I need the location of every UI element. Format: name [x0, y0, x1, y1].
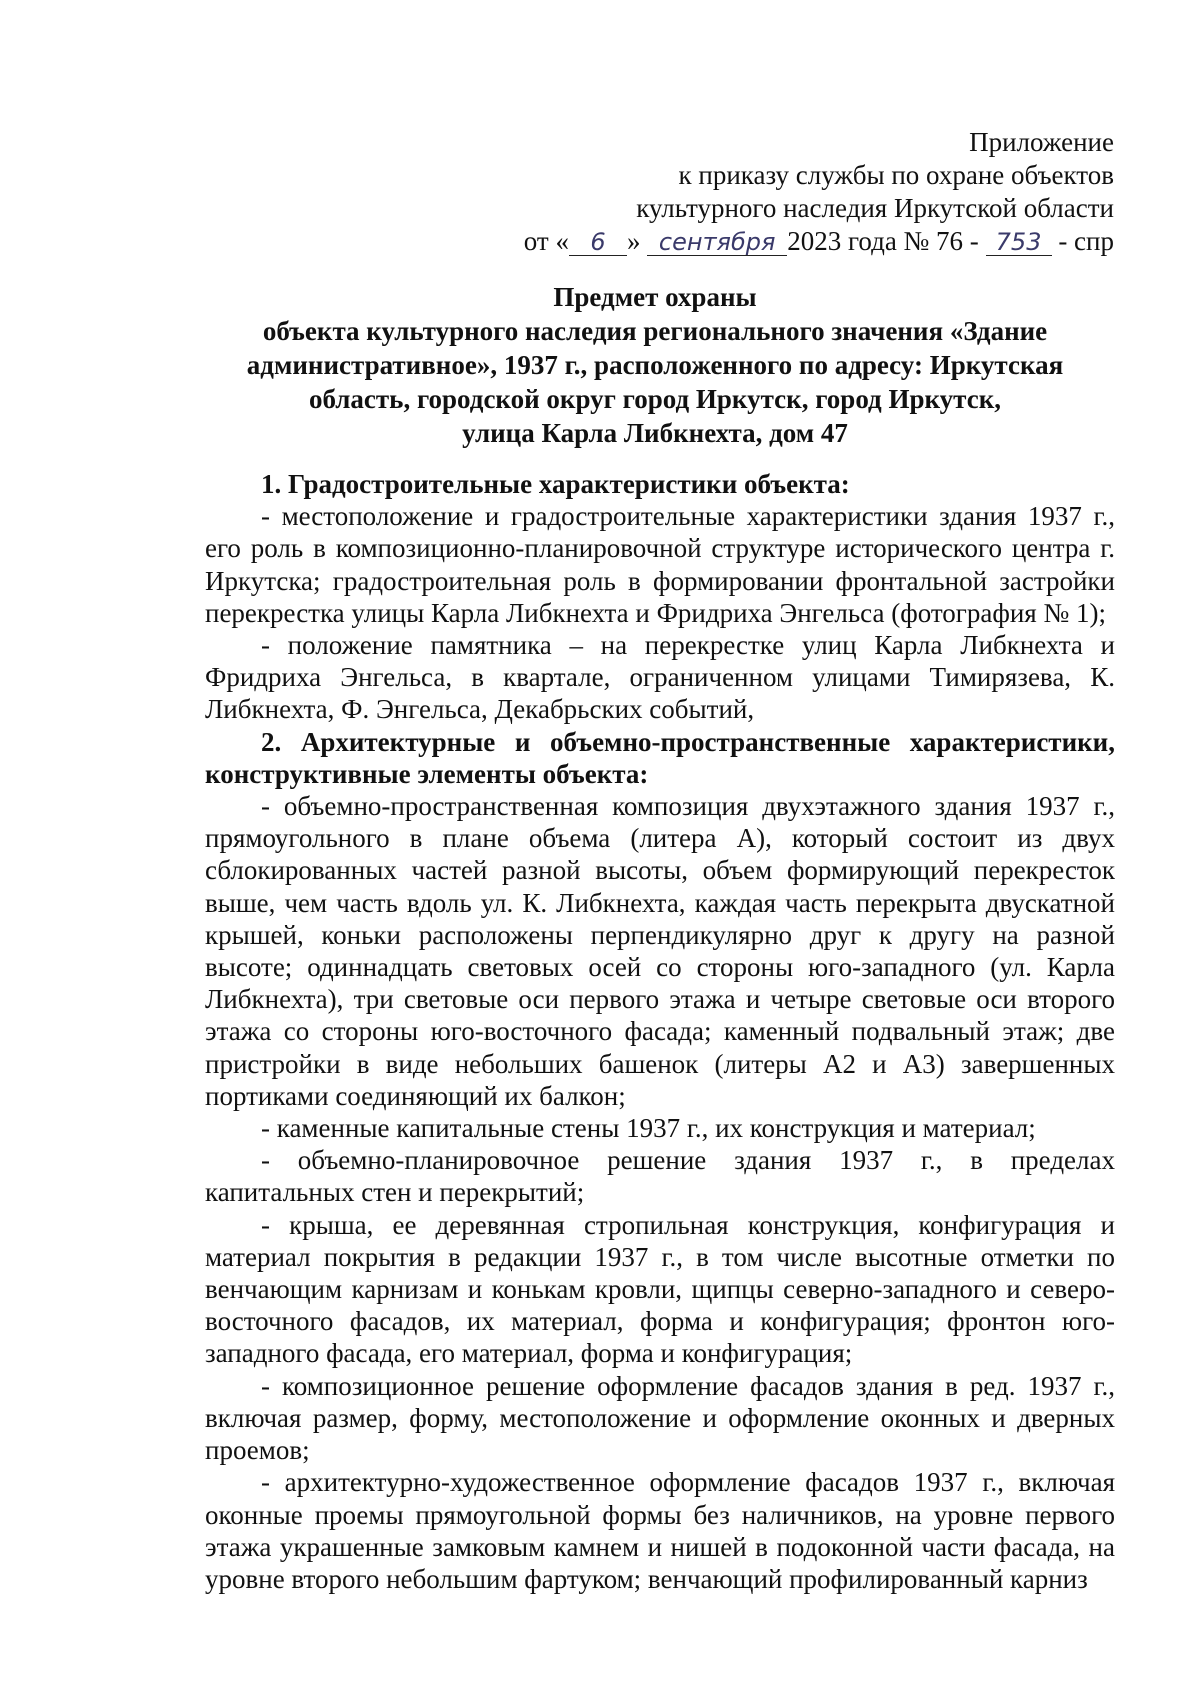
- title-line-2: административное», 1937 г., расположенного по адресу: Иркутская: [246, 350, 1064, 380]
- handwritten-month: сентября: [647, 229, 787, 256]
- title-line-3: область, городской округ город Иркутск, город Иркутск,: [308, 384, 1002, 414]
- handwritten-day: 6: [569, 229, 627, 256]
- annex-order-ref: к приказу службы по охране объектов: [678, 160, 1114, 190]
- handwritten-order-number: 753: [986, 229, 1052, 256]
- title-line-4: улица Карла Либкнехта, дом 47: [462, 418, 848, 448]
- date-prefix: от «: [523, 226, 569, 256]
- date-year: 2023 года № 76 -: [787, 226, 979, 256]
- date-mid: »: [626, 226, 641, 256]
- date-suffix: - спр: [1058, 226, 1114, 256]
- section-2-paragraph-2: - каменные капитальные стены 1937 г., их конструкция и материал;: [261, 1113, 1036, 1144]
- annex-authority: культурного наследия Иркутской области: [636, 193, 1114, 223]
- title-heading: Предмет охраны: [553, 282, 757, 312]
- section-2-paragraph-5: - композиционное решение оформление фасадов здания в ред. 1937 г., включая размер, форму, местоположение и оформление оконных и дверных проемов;: [205, 1370, 1115, 1466]
- section-1-heading: 1. Градостроительные характеристики объекта:: [261, 469, 850, 499]
- document-body: [205, 468, 1115, 1595]
- annex-title: Приложение: [969, 127, 1114, 157]
- section-2-heading: 2. Архитектурные и объемно-пространственные характеристики, конструктивные элементы объекта:: [205, 726, 1115, 789]
- section-1-paragraph-2: - положение памятника – на перекрестке улиц Карла Либкнехта и Фридриха Энгельса, в квартале, ограниченном улицами Тимирязева, К. Либкнехта, Ф. Энгельса, Декабрьских событий,: [205, 630, 1115, 725]
- document-title: [190, 280, 1120, 450]
- section-2-paragraph-6: - архитектурно-художественное оформление фасадов 1937 г., включая оконные проемы прямоугольной формы без наличников, на уровне первого этажа украшенные замковым камнем и нишей в подоконной части фасада, на уровне второго небольшим фартуком; венчающий профилированный карниз: [205, 1467, 1115, 1594]
- section-2-paragraph-3: - объемно-планировочное решение здания 1937 г., в пределах капитальных стен и перекрытий;: [205, 1145, 1115, 1208]
- annex-date-line: [524, 225, 1114, 258]
- section-2-paragraph-1: - объемно-пространственная композиция двухэтажного здания 1937 г., прямоугольного в плане объема (литера А), который состоит из двух сблокированных частей разной высоты, объем формирующий перекресток выше, чем часть вдоль ул. К. Либкнехта, каждая часть перекрыта двускатной крышей, коньки расположены перпендикулярно друг к другу на разной высоте; одиннадцать световых осей со стороны юго-западного (ул. Карла Либкнехта), три световые оси первого этажа и четыре световые оси второго этажа со стороны юго-восточного фасада; каменный подвальный этаж; две пристройки в виде небольших башенок (литеры А2 и А3) завершенных портиками соединяющий их балкон;: [205, 791, 1115, 1111]
- section-1-paragraph-1: - местоположение и градостроительные характеристики здания 1937 г., его роль в композиционно-планировочной структуре исторического центра г. Иркутска; градостроительная роль в формировании фронтальной застройки перекрестка улицы Карла Либкнехта и Фридриха Энгельса (фотография № 1);: [205, 501, 1115, 628]
- section-2-paragraph-4: - крыша, ее деревянная стропильная конструкция, конфигурация и материал покрытия в редакции 1937 г., в том числе высотные отметки по венчающим карнизам и конькам кровли, щипцы северно-западного и северо-восточного фасадов, их материал, форма и конфигурация; фронтон юго-западного фасада, его материал, форма и конфигурация;: [205, 1209, 1115, 1369]
- title-line-1: объекта культурного наследия регионального значения «Здание: [262, 316, 1048, 346]
- annex-header: [524, 126, 1114, 258]
